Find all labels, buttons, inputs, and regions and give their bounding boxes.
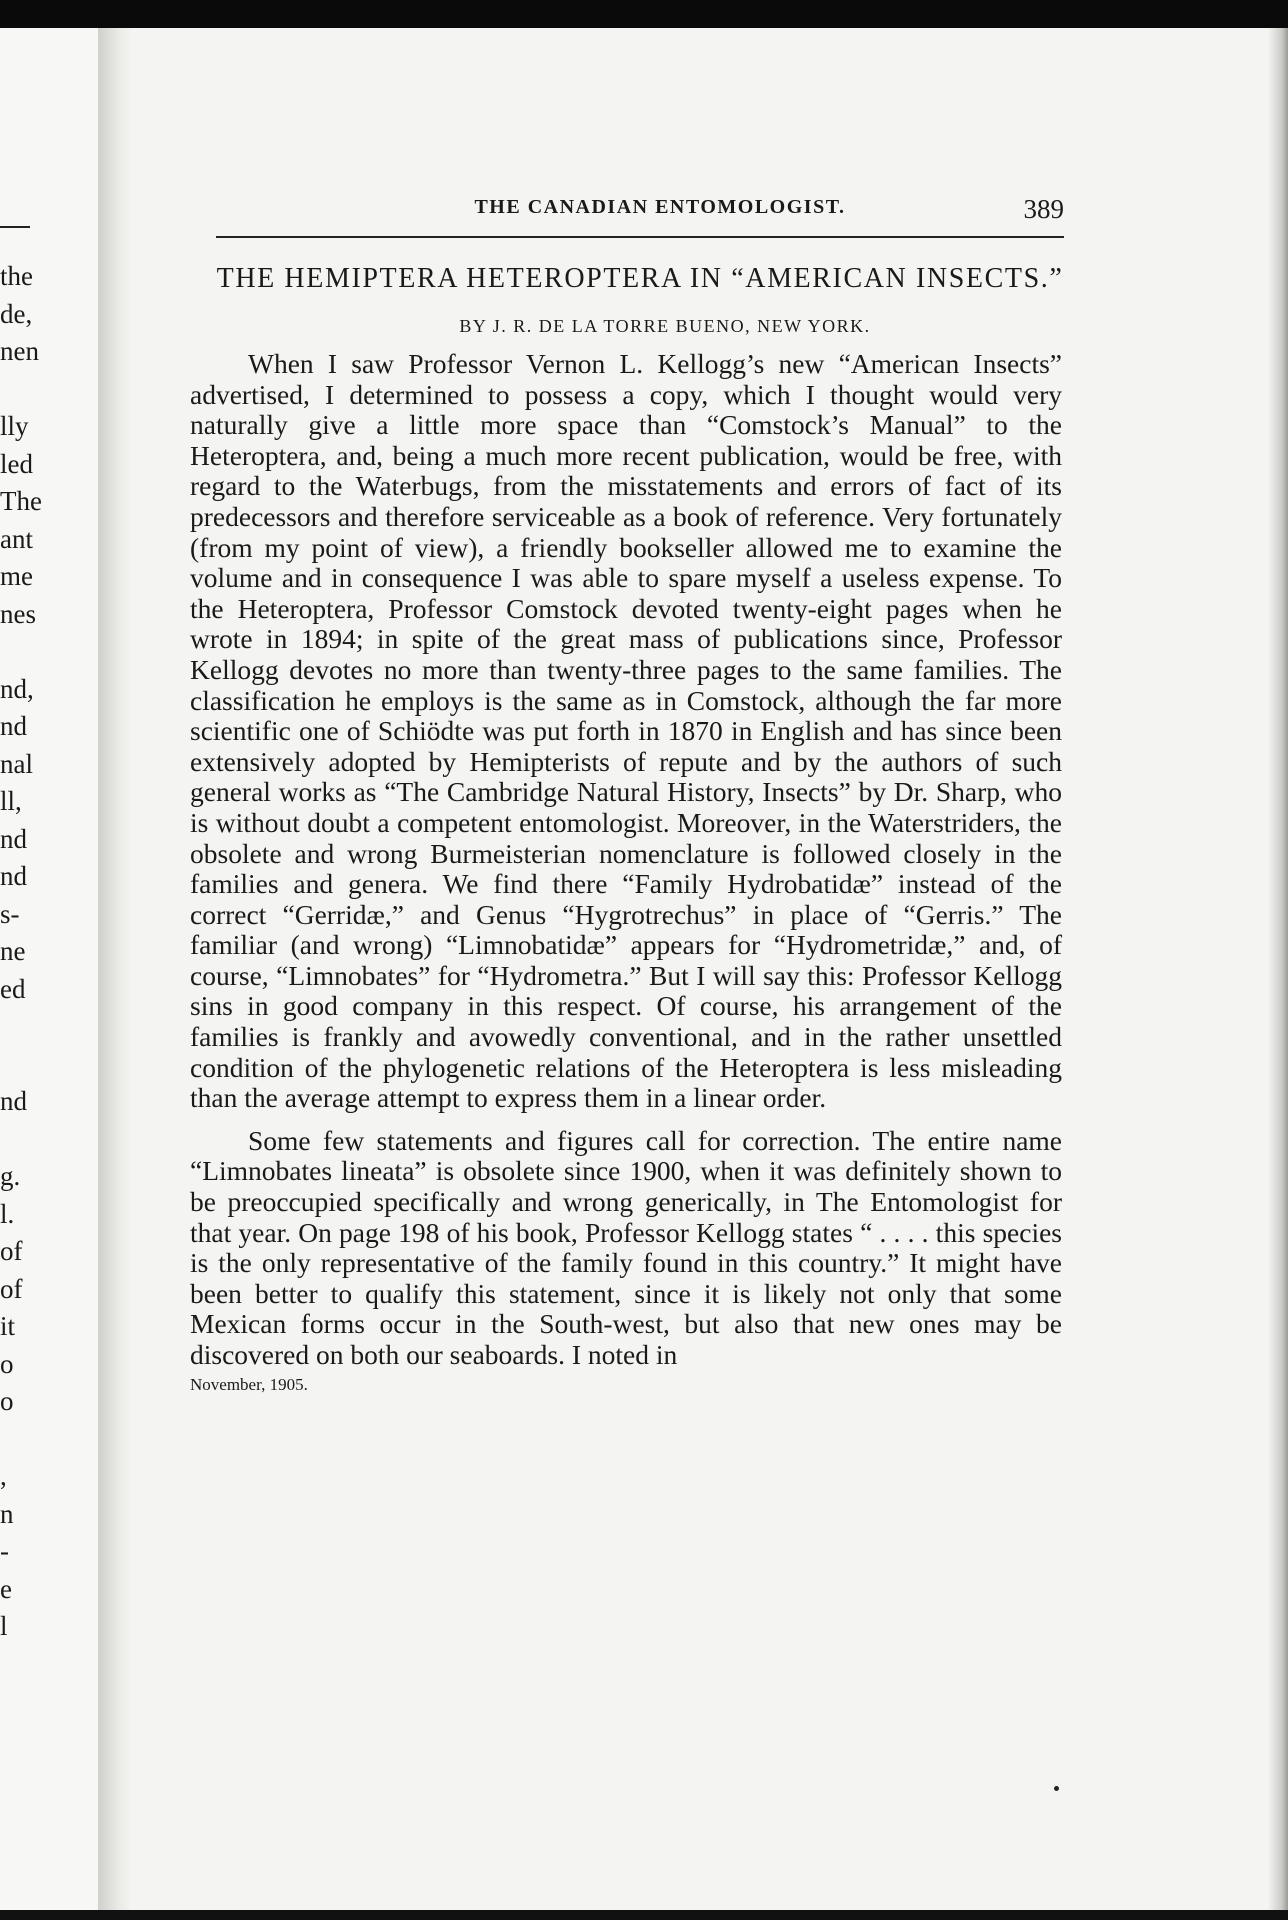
scan-top-edge xyxy=(0,0,1288,28)
facing-page-fragment: nd, xyxy=(0,673,34,704)
paragraph-2: Some few statements and figures call for correction. The entire name “Limnobates lineata” is obsolete since 1900, when it was definitely shown to be preoccupied specifically and wrong generically, in The Entomologist for that year. On page 198 of his book, Professor Kellogg states “ . . . . this species is the only representative of the family found in this country.” It might have been better to qualify this statement, since it is likely not only that some Mexican forms occur in the South-west, but also that new ones may be discovered on both our seaboards. I noted in xyxy=(190,1124,1062,1370)
facing-page-fragment: l. xyxy=(0,1198,15,1229)
facing-page-rule xyxy=(0,226,30,228)
facing-page-fragment xyxy=(0,1121,42,1159)
facing-page-fragment: ed xyxy=(0,973,26,1004)
facing-page-fragment xyxy=(0,1421,42,1459)
journal-page xyxy=(190,190,1130,1395)
facing-page-fragment: of xyxy=(0,1273,23,1304)
facing-page-fragment: ant xyxy=(0,523,33,554)
scan-bottom-edge xyxy=(0,1910,1288,1920)
facing-page-fragment: me xyxy=(0,561,33,591)
facing-page-fragment: o xyxy=(0,1386,14,1416)
ink-speck xyxy=(1054,1786,1059,1791)
facing-page-fragment: ne xyxy=(0,936,26,966)
book-gutter xyxy=(98,28,132,1910)
page-right-edge xyxy=(1268,28,1288,1910)
facing-page-fragment: e xyxy=(0,1573,12,1604)
facing-page-fragment: The xyxy=(0,486,42,516)
facing-page-fragment xyxy=(0,1008,42,1046)
facing-page-fragment: nd xyxy=(0,1086,27,1116)
facing-page-fragment: nd xyxy=(0,823,27,854)
facing-page-fragment: n xyxy=(0,1498,14,1529)
facing-page-fragment: nd xyxy=(0,861,27,891)
facing-page-fragment: o xyxy=(0,1348,14,1379)
facing-page-fragment xyxy=(0,1046,42,1084)
article-title: THE HEMIPTERA HETEROPTERA IN “AMERICAN INSECTS.” xyxy=(216,263,1064,294)
facing-page-fragment xyxy=(0,633,42,671)
facing-page-fragment: l xyxy=(0,1611,8,1641)
facing-page-fragment xyxy=(0,371,42,409)
byline: BY J. R. DE LA TORRE BUENO, NEW YORK. xyxy=(459,316,871,336)
article-body xyxy=(190,349,1062,1371)
facing-page-edge xyxy=(0,28,98,1910)
issue-date: November, 1905. xyxy=(190,1374,308,1394)
facing-page-fragment: g. xyxy=(0,1161,21,1191)
header-rule xyxy=(216,236,1064,238)
facing-page-fragment: the xyxy=(0,261,33,291)
facing-page-fragment xyxy=(0,1646,42,1684)
facing-page-fragment: it xyxy=(0,1311,16,1341)
facing-page-fragments xyxy=(0,258,42,1683)
running-title: THE CANADIAN ENTOMOLOGIST. xyxy=(474,196,846,218)
facing-page-fragment: ll, xyxy=(0,786,22,816)
facing-page-fragment: - xyxy=(0,1536,9,1566)
running-head xyxy=(190,190,1130,232)
facing-page-fragment: led xyxy=(0,448,33,479)
facing-page-fragment: nes xyxy=(0,598,36,629)
facing-page-fragment: lly xyxy=(0,411,29,441)
facing-page-fragment: de, xyxy=(0,298,33,329)
page-number: 389 xyxy=(1023,194,1064,224)
facing-page-fragment: , xyxy=(0,1461,7,1491)
facing-page-fragment: nd xyxy=(0,711,27,741)
facing-page-fragment: nen xyxy=(0,336,39,366)
facing-page-fragment: s- xyxy=(0,898,20,929)
facing-page-fragment: nal xyxy=(0,748,33,779)
paragraph-1: When I saw Professor Vernon L. Kellogg’s new “American Insects” advertised, I determined to possess a copy, which I thought would very naturally give a little more space than “Comstock’s Manual” to the Heteroptera, and, being a much more recent publication, would be free, with regard to the Waterbugs, from the misstatements and errors of fact of its predecessors and therefore serviceable as a book of reference. Very fortunately (from my point of view), a friendly bookseller allowed me to examine the volume and in consequence I was able to spare myself a useless expense. To the Heteroptera, Professor Comstock devoted twenty-eight pages when he wrote in 1894; in spite of the great mass of publications since, Professor Kellogg devotes no more than twenty-three pages to the same families. The classification he employs is the same as in Comstock, although the far more scientific one of Schiödte was put forth in 1870 in English and has since been extensively adopted by Hemipterists of repute and by the authors of such general works as “The Cambridge Natural History, Insects” by Dr. Sharp, who is without doubt a competent entomologist. Moreover, in the Waterstriders, the obsolete and wrong Burmeisterian nomenclature is followed closely in the families and genera. We find there “Family Hydrobatidæ” instead of the correct “Gerridæ,” and Genus “Hygrotrechus” in place of “Gerris.” The familiar (and wrong) “Limnobatidæ” appears for “Hydrometridæ,” and, of course, “Limnobates” for “Hydrometra.” But I will say this: Professor Kellogg sins in good company in this respect. Of course, his arrangement of the families is frankly and avowedly conventional, and in the rather unsettled condition of the phylogenetic relations of the Heteroptera is less misleading than the average attempt to express them in a linear order. xyxy=(190,348,1062,1114)
facing-page-fragment: of xyxy=(0,1236,23,1266)
